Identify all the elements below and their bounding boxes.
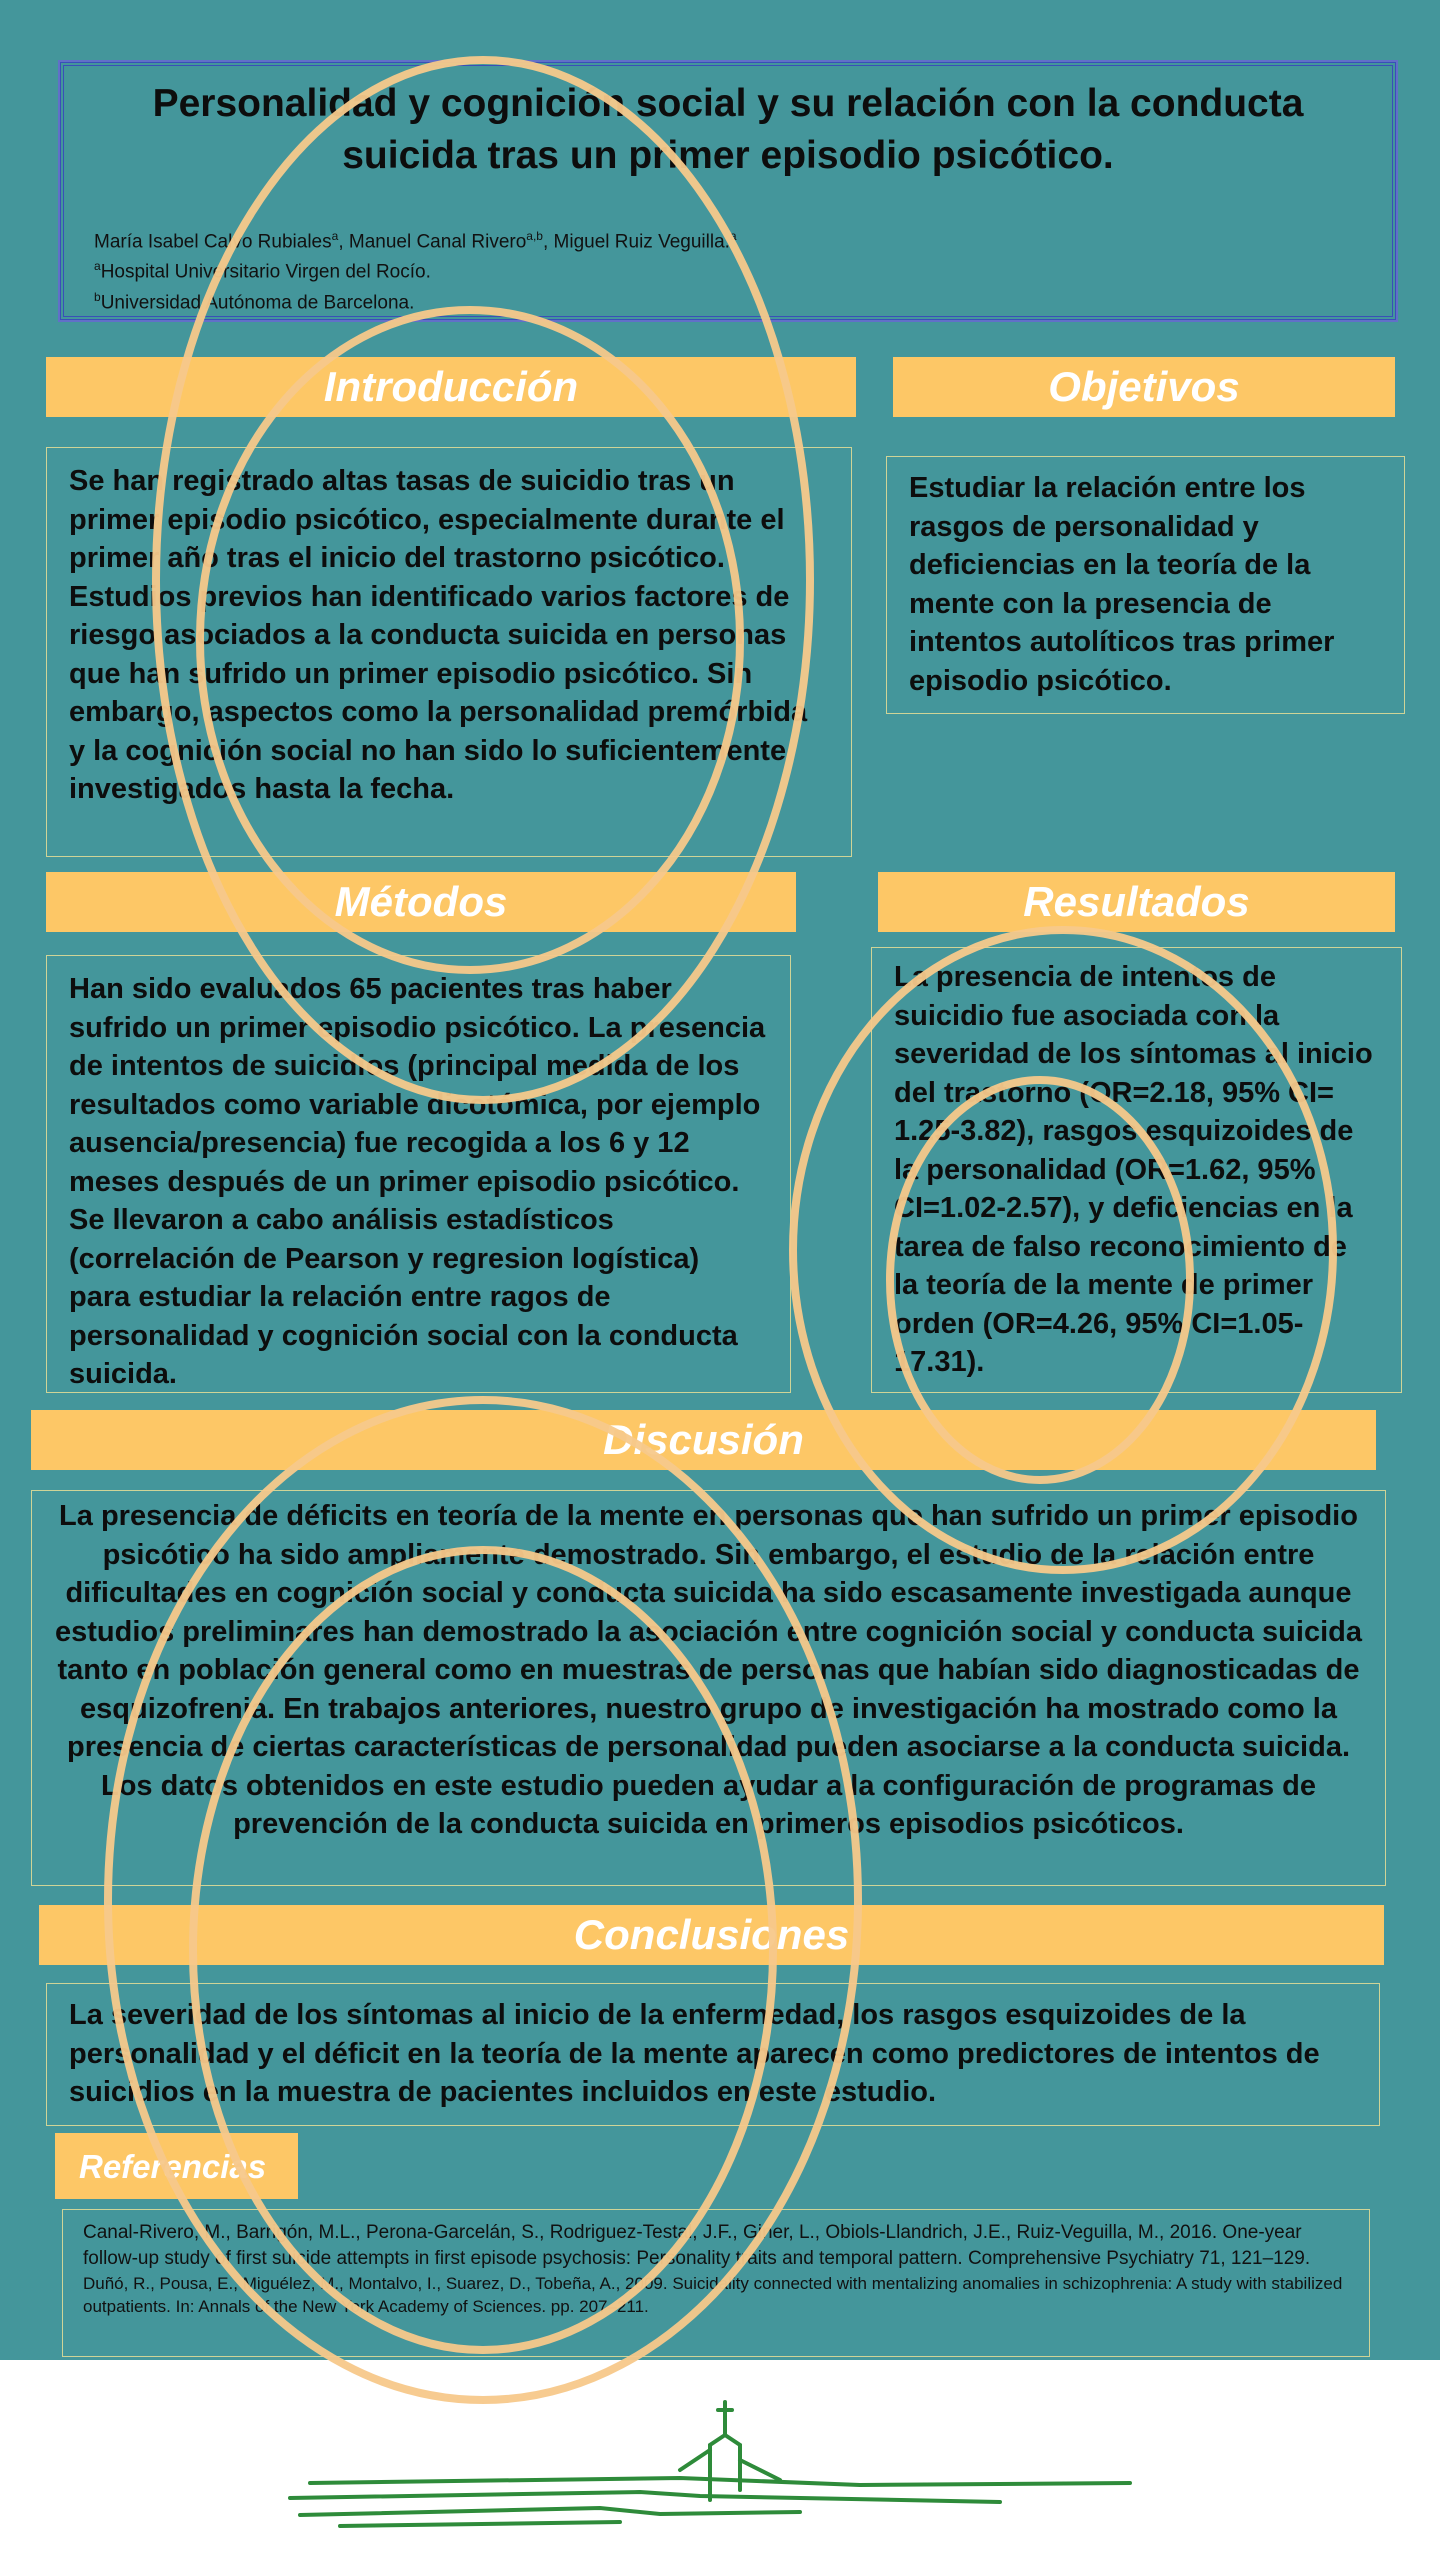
- poster-title: Personalidad y cognición social y su relación con la conducta suicida tras un primer episodio psicótico.: [152, 82, 1304, 177]
- objetivos-panel: [886, 456, 1405, 714]
- hospital-building-logo: [280, 2390, 1220, 2530]
- reference-item: Canal-Rivero, M., Barrigón, M.L., Perona-Garcelán, S., Rodriguez-Testal, J.F., Giner, L., Obiols-Llandrich, J.E., Ruiz-Veguilla, M., 2016. One-year follow-up study of first suicide attempts in first episode psychosis: Personality traits and temporal pattern. Comprehensive Psychiatry 71, 121–129.: [83, 2222, 1311, 2269]
- affiliation-2: [94, 285, 1362, 315]
- discusion-heading: Discusión: [31, 1410, 1376, 1470]
- author-sup: a,b: [526, 229, 543, 243]
- introduccion-text: Se han registrado altas tasas de suicidio tras un primer episodio psicótico, especialmente durante el primer año tras el inicio del trastorno psicótico. Estudios previos han identificado varios factores de riesgo asociados a la conducta suicida en personas que han sufrido un primer episodio psicótico. Sin embargo, aspectos como la personalidad premórbida y la cognición social no han sido lo suficientemente investigados hasta la fecha.: [69, 465, 808, 805]
- referencias-heading: Referencias: [55, 2133, 298, 2199]
- reference-item: Duñó, R., Pousa, E., Miguélez, M., Montalvo, I., Suarez, D., Tobeña, A., 2009. Suicidality connected with mentalizing anomalies in schizophrenia: A study with stabilized outpatients. In: Annals of the New York Academy of Sciences. pp. 207–211.: [83, 2274, 1343, 2316]
- discusion-panel: [31, 1490, 1386, 1886]
- affiliation-sup: a: [94, 259, 101, 274]
- objetivos-text: Estudiar la relación entre los rasgos de personalidad y deficiencias en la teoría de la mente con la presencia de intentos autolíticos tras primer episodio psicótico.: [909, 472, 1335, 697]
- introduccion-panel: [46, 447, 852, 857]
- author-name: , Manuel Canal Rivero: [338, 231, 527, 253]
- conclusiones-text: La severidad de los síntomas al inicio de la enfermedad, los rasgos esquizoides de la personalidad y el déficit en la teoría de la mente aparecen como predictores de intentos de suicidios en la muestra de pacientes incluidos en este estudio.: [69, 1999, 1320, 2108]
- resultados-panel: [871, 947, 1402, 1393]
- author-sup: a: [331, 229, 339, 243]
- metodos-panel: [46, 955, 791, 1393]
- affiliation-text: Hospital Universitario Virgen del Rocío.: [100, 261, 431, 283]
- resultados-heading: Resultados: [878, 872, 1395, 932]
- author-name: María Isabel Calvo Rubiales: [94, 231, 332, 253]
- affiliation-sup: b: [94, 289, 101, 304]
- objetivos-heading: Objetivos: [893, 357, 1395, 417]
- discusion-text: La presencia de déficits en teoría de la mente en personas que han sufrido un primer episodio psicótico ha sido ampliamente demostrado. Sin embargo, el estudio de la relación entre dificultades en cognición social y conducta suicida ha sido escasamente investigada aunque estudios preliminares han demostrado la asociación entre cognición social y conducta suicida tanto en población general como en muestras de personas que habían sido diagnosticadas de esquizofrenia. En trabajos anteriores, nuestro grupo de investigación ha mostrado como la presencia de ciertas características de personalidad pueden asociarse a la conducta suicida. Los datos obtenidos en este estudio pueden ayudar a la configuración de programas de prevención de la conducta suicida en primeros episodios psicóticos.: [55, 1500, 1362, 1840]
- conclusiones-panel: [46, 1983, 1380, 2126]
- title-box: [60, 62, 1396, 320]
- resultados-text: La presencia de intentos de suicidio fue asociada con la severidad de los síntomas al inicio del trastorno (OR=2.18, 95% CI= 1.25-3.82), rasgos esquizoides de la personalidad (OR=1.62, 95% CI=1.02-2.57), y deficiencias en la tarea de falso reconocimiento de la teoría de la mente de primer orden (OR=4.26, 95% CI=1.05-17.31).: [894, 961, 1373, 1378]
- introduccion-heading: Introducción: [46, 357, 856, 417]
- conclusiones-heading: Conclusiones: [39, 1905, 1384, 1965]
- author-line: [94, 224, 1362, 254]
- affiliation-1: [94, 254, 1362, 284]
- metodos-text: Han sido evaluados 65 pacientes tras haber sufrido un primer episodio psicótico. La presencia de intentos de suicidios (principal medida de los resultados como variable dicotómica, por ejemplo ausencia/presencia) fue recogida a los 6 y 12 meses después de un primer episodio psicótico. Se llevaron a cabo análisis estadísticos (correlación de Pearson y regresion logística) para estudiar la relación entre ragos de personalidad y cognición social con la conducta suicida.: [69, 973, 766, 1390]
- metodos-heading: Métodos: [46, 872, 796, 932]
- referencias-panel: [62, 2209, 1370, 2357]
- author-name: , Miguel Ruiz Veguilla.: [542, 231, 730, 253]
- authors-block: [94, 224, 1362, 315]
- affiliation-text: Universidad Autónoma de Barcelona.: [100, 291, 415, 313]
- author-sup: a: [729, 229, 737, 243]
